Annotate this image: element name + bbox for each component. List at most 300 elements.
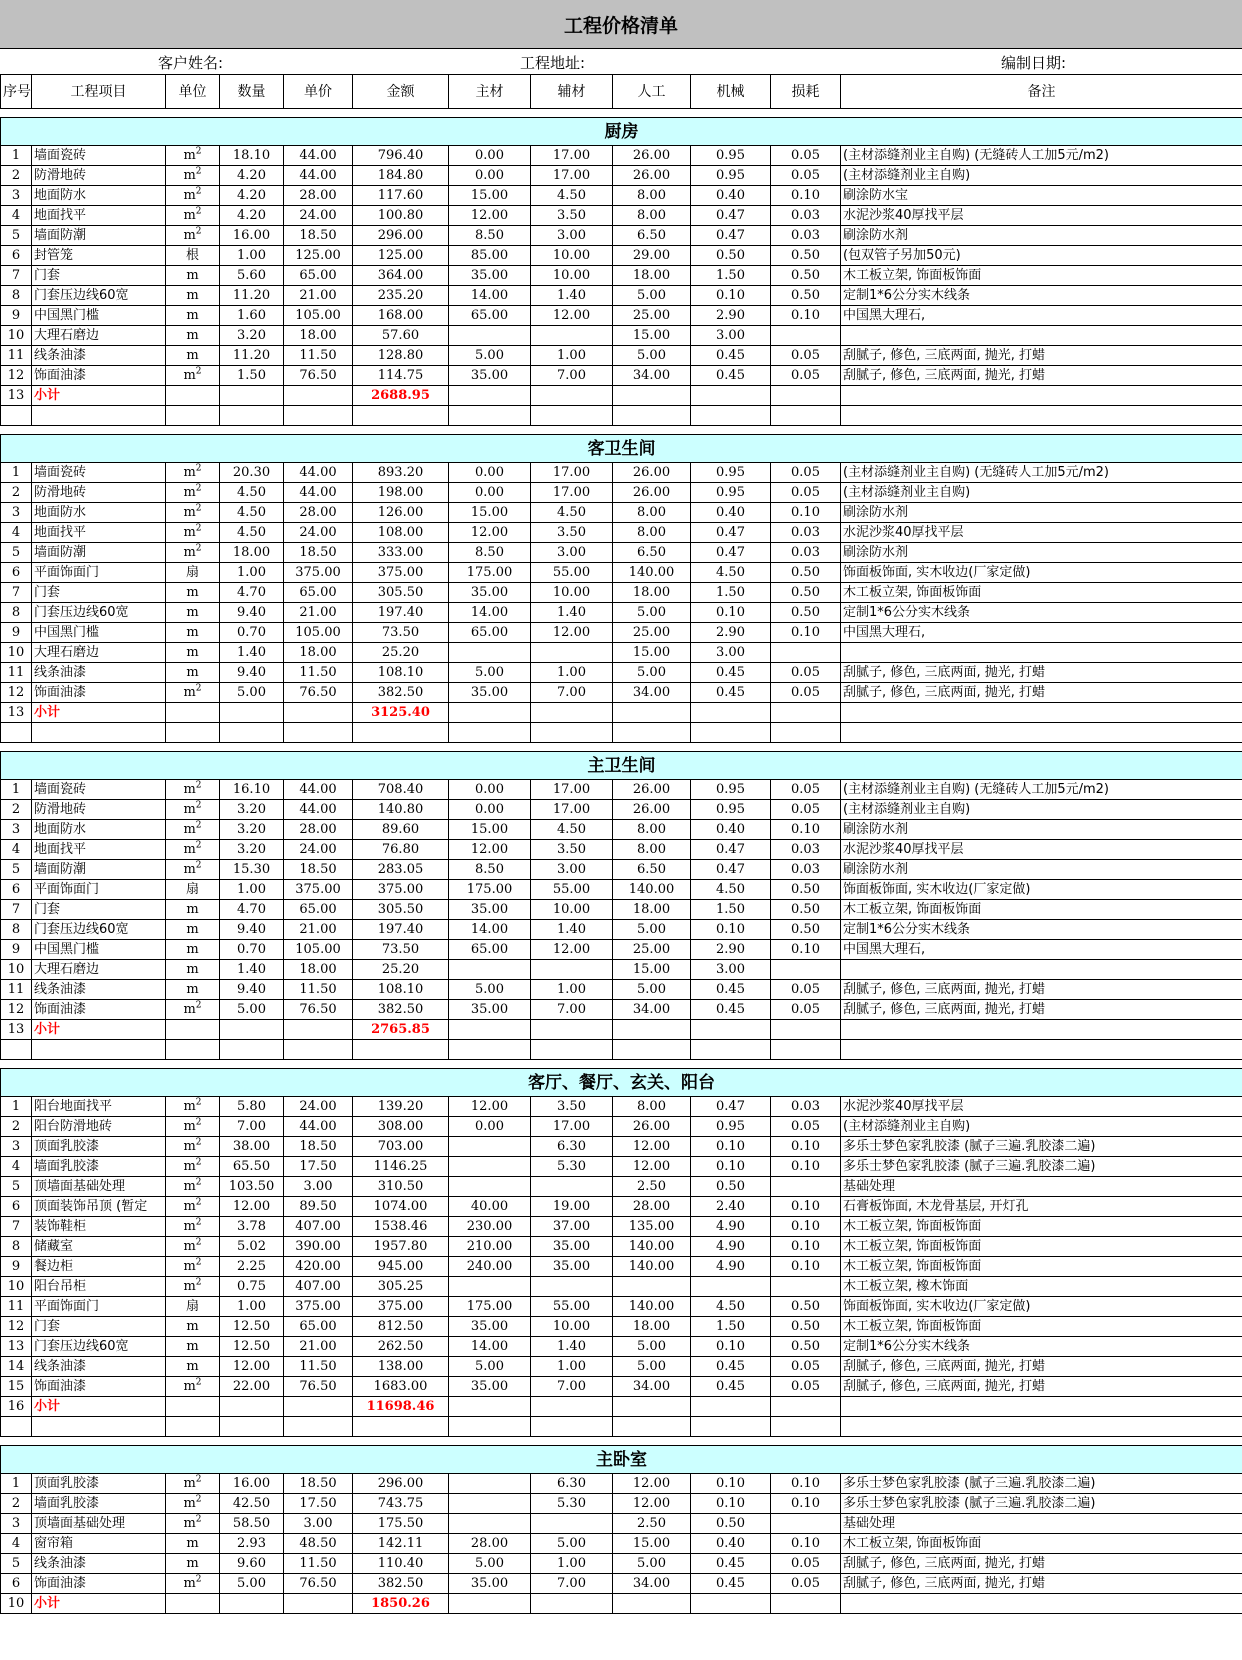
row-no-cell[interactable]: 3	[1, 820, 32, 840]
item-name-cell[interactable]: 地面找平	[32, 523, 166, 543]
aux-material-cell[interactable]: 17.00	[531, 800, 613, 820]
remarks-cell[interactable]: (包双管子另加50元)	[841, 246, 1242, 266]
quantity-cell[interactable]: 22.00	[220, 1377, 284, 1397]
unit-cell[interactable]: $m^2$	[166, 146, 220, 166]
gap-cell[interactable]	[166, 743, 220, 752]
remarks-cell[interactable]: 基础处理	[841, 1177, 1242, 1197]
amount-cell[interactable]: 375.00	[353, 563, 449, 583]
aux-material-cell[interactable]: 12.00	[531, 306, 613, 326]
unit-cell[interactable]: $m^2$	[166, 1197, 220, 1217]
quantity-cell[interactable]: 2.93	[220, 1534, 284, 1554]
gap-cell[interactable]	[613, 1437, 691, 1446]
gap-cell[interactable]	[32, 743, 166, 752]
gap-cell[interactable]	[613, 426, 691, 435]
loss-cell[interactable]	[771, 703, 841, 723]
item-name-cell[interactable]: 线条油漆	[32, 1357, 166, 1377]
loss-cell[interactable]: 0.10	[771, 1137, 841, 1157]
unit-price-cell[interactable]: 11.50	[284, 1554, 353, 1574]
aux-material-cell[interactable]: 17.00	[531, 463, 613, 483]
item-name-cell[interactable]: 顶面乳胶漆	[32, 1137, 166, 1157]
row-no-cell[interactable]: 3	[1, 1514, 32, 1534]
aux-material-cell[interactable]: 5.30	[531, 1494, 613, 1514]
aux-material-cell[interactable]: 17.00	[531, 483, 613, 503]
labor-cell[interactable]: 6.50	[613, 543, 691, 563]
main-material-cell[interactable]: 35.00	[449, 1377, 531, 1397]
unit-price-cell[interactable]: 44.00	[284, 463, 353, 483]
loss-cell[interactable]	[771, 643, 841, 663]
gap-cell[interactable]	[353, 426, 449, 435]
aux-material-cell[interactable]	[531, 1020, 613, 1040]
item-name-cell[interactable]: 地面防水	[32, 503, 166, 523]
main-material-cell[interactable]: 0.00	[449, 166, 531, 186]
item-name-cell[interactable]: 防滑地砖	[32, 483, 166, 503]
machinery-cell[interactable]: 0.45	[691, 1000, 771, 1020]
labor-cell[interactable]: 140.00	[613, 1297, 691, 1317]
unit-cell[interactable]: $m^2$	[166, 1257, 220, 1277]
main-material-cell[interactable]: 35.00	[449, 1000, 531, 1020]
main-material-cell[interactable]	[449, 1277, 531, 1297]
row-no-cell[interactable]: 8	[1, 920, 32, 940]
item-name-cell[interactable]: 线条油漆	[32, 663, 166, 683]
loss-cell[interactable]	[771, 960, 841, 980]
labor-cell[interactable]: 18.00	[613, 900, 691, 920]
unit-price-cell[interactable]: 18.50	[284, 1474, 353, 1494]
item-name-cell[interactable]: 地面防水	[32, 820, 166, 840]
amount-cell[interactable]: 175.50	[353, 1514, 449, 1534]
amount-cell[interactable]: 138.00	[353, 1357, 449, 1377]
quantity-cell[interactable]: 1.40	[220, 643, 284, 663]
item-name-cell[interactable]: 小计	[32, 1020, 166, 1040]
row-no-cell[interactable]: 1	[1, 1097, 32, 1117]
remarks-cell[interactable]: 刮腻子, 修色, 三底两面, 抛光, 打蜡	[841, 980, 1242, 1000]
row-no-cell[interactable]: 11	[1, 980, 32, 1000]
unit-cell[interactable]: $m^2$	[166, 1117, 220, 1137]
amount-cell[interactable]: 126.00	[353, 503, 449, 523]
main-material-cell[interactable]	[449, 1514, 531, 1534]
quantity-cell[interactable]: 2.25	[220, 1257, 284, 1277]
main-material-cell[interactable]: 15.00	[449, 503, 531, 523]
aux-material-cell[interactable]: 12.00	[531, 623, 613, 643]
gap-cell[interactable]	[449, 1060, 531, 1069]
main-material-cell[interactable]: 65.00	[449, 306, 531, 326]
machinery-cell[interactable]: 0.40	[691, 1534, 771, 1554]
loss-cell[interactable]: 0.05	[771, 346, 841, 366]
unit-cell[interactable]: 扇	[166, 1297, 220, 1317]
empty-cell[interactable]	[220, 406, 284, 426]
main-material-cell[interactable]: 8.50	[449, 543, 531, 563]
empty-cell[interactable]	[691, 1417, 771, 1437]
aux-material-cell[interactable]	[531, 960, 613, 980]
row-no-cell[interactable]: 6	[1, 1197, 32, 1217]
unit-cell[interactable]: m	[166, 346, 220, 366]
main-material-cell[interactable]: 5.00	[449, 1554, 531, 1574]
quantity-cell[interactable]: 4.20	[220, 186, 284, 206]
amount-cell[interactable]: 114.75	[353, 366, 449, 386]
loss-cell[interactable]: 0.50	[771, 266, 841, 286]
loss-cell[interactable]: 0.03	[771, 206, 841, 226]
item-name-cell[interactable]: 中国黑门槛	[32, 306, 166, 326]
item-name-cell[interactable]: 线条油漆	[32, 1554, 166, 1574]
amount-cell[interactable]: 3125.40	[353, 703, 449, 723]
main-material-cell[interactable]	[449, 960, 531, 980]
main-material-cell[interactable]: 12.00	[449, 523, 531, 543]
aux-material-cell[interactable]: 35.00	[531, 1257, 613, 1277]
labor-cell[interactable]: 15.00	[613, 326, 691, 346]
machinery-cell[interactable]: 0.95	[691, 1117, 771, 1137]
main-material-cell[interactable]: 175.00	[449, 880, 531, 900]
row-no-cell[interactable]: 13	[1, 1020, 32, 1040]
labor-cell[interactable]: 12.00	[613, 1137, 691, 1157]
loss-cell[interactable]: 0.05	[771, 463, 841, 483]
quantity-cell[interactable]	[220, 1397, 284, 1417]
labor-cell[interactable]: 18.00	[613, 583, 691, 603]
quantity-cell[interactable]: 1.50	[220, 366, 284, 386]
unit-price-cell[interactable]: 48.50	[284, 1534, 353, 1554]
row-no-cell[interactable]: 10	[1, 1594, 32, 1614]
empty-cell[interactable]	[613, 1417, 691, 1437]
machinery-cell[interactable]: 0.95	[691, 146, 771, 166]
machinery-cell[interactable]: 0.50	[691, 1177, 771, 1197]
aux-material-cell[interactable]: 3.00	[531, 226, 613, 246]
row-no-cell[interactable]: 12	[1, 1000, 32, 1020]
main-material-cell[interactable]: 0.00	[449, 800, 531, 820]
row-no-cell[interactable]: 5	[1, 1554, 32, 1574]
machinery-cell[interactable]	[691, 386, 771, 406]
remarks-cell[interactable]: (主材添缝剂业主自购)	[841, 800, 1242, 820]
empty-cell[interactable]	[613, 1040, 691, 1060]
empty-cell[interactable]	[841, 406, 1242, 426]
main-material-cell[interactable]	[449, 703, 531, 723]
unit-price-cell[interactable]: 125.00	[284, 246, 353, 266]
amount-cell[interactable]: 197.40	[353, 603, 449, 623]
item-name-cell[interactable]: 墙面乳胶漆	[32, 1494, 166, 1514]
quantity-cell[interactable]: 9.40	[220, 980, 284, 1000]
amount-cell[interactable]: 1850.26	[353, 1594, 449, 1614]
amount-cell[interactable]: 184.80	[353, 166, 449, 186]
unit-price-cell[interactable]: 76.50	[284, 1574, 353, 1594]
remarks-cell[interactable]	[841, 386, 1242, 406]
row-no-cell[interactable]: 6	[1, 1574, 32, 1594]
gap-cell[interactable]	[691, 743, 771, 752]
labor-cell[interactable]: 18.00	[613, 1317, 691, 1337]
empty-cell[interactable]	[691, 1040, 771, 1060]
remarks-cell[interactable]: 定制1*6公分实木线条	[841, 1337, 1242, 1357]
remarks-cell[interactable]: 多乐士梦色家乳胶漆 (腻子三遍.乳胶漆二遍)	[841, 1474, 1242, 1494]
empty-cell[interactable]	[449, 1417, 531, 1437]
machinery-cell[interactable]: 2.40	[691, 1197, 771, 1217]
remarks-cell[interactable]: 木工板立架, 饰面板饰面	[841, 583, 1242, 603]
amount-cell[interactable]: 110.40	[353, 1554, 449, 1574]
labor-cell[interactable]: 8.00	[613, 186, 691, 206]
aux-material-cell[interactable]: 6.30	[531, 1137, 613, 1157]
unit-price-cell[interactable]: 11.50	[284, 1357, 353, 1377]
remarks-cell[interactable]	[841, 1397, 1242, 1417]
quantity-cell[interactable]: 20.30	[220, 463, 284, 483]
amount-cell[interactable]: 108.10	[353, 663, 449, 683]
unit-cell[interactable]	[166, 1594, 220, 1614]
machinery-cell[interactable]: 1.50	[691, 1317, 771, 1337]
empty-cell[interactable]	[284, 1417, 353, 1437]
machinery-cell[interactable]: 4.50	[691, 563, 771, 583]
header-labor[interactable]: 人工	[613, 75, 691, 109]
labor-cell[interactable]: 8.00	[613, 206, 691, 226]
loss-cell[interactable]: 0.10	[771, 940, 841, 960]
main-material-cell[interactable]: 35.00	[449, 1574, 531, 1594]
machinery-cell[interactable]: 0.10	[691, 603, 771, 623]
item-name-cell[interactable]: 墙面防潮	[32, 543, 166, 563]
unit-price-cell[interactable]: 44.00	[284, 780, 353, 800]
unit-cell[interactable]: $m^2$	[166, 523, 220, 543]
loss-cell[interactable]	[771, 386, 841, 406]
row-no-cell[interactable]: 10	[1, 326, 32, 346]
unit-price-cell[interactable]: 24.00	[284, 840, 353, 860]
main-material-cell[interactable]	[449, 326, 531, 346]
gap-cell[interactable]	[32, 426, 166, 435]
main-material-cell[interactable]: 35.00	[449, 900, 531, 920]
row-no-cell[interactable]: 8	[1, 603, 32, 623]
unit-price-cell[interactable]: 390.00	[284, 1237, 353, 1257]
unit-price-cell[interactable]: 11.50	[284, 980, 353, 1000]
gap-cell[interactable]	[284, 743, 353, 752]
aux-material-cell[interactable]	[531, 643, 613, 663]
machinery-cell[interactable]: 0.50	[691, 246, 771, 266]
item-name-cell[interactable]: 阳台吊柜	[32, 1277, 166, 1297]
remarks-cell[interactable]: 刮腻子, 修色, 三底两面, 抛光, 打蜡	[841, 683, 1242, 703]
remarks-cell[interactable]: 木工板立架, 饰面板饰面	[841, 1237, 1242, 1257]
amount-cell[interactable]: 108.00	[353, 523, 449, 543]
remarks-cell[interactable]: (主材添缝剂业主自购) (无缝砖人工加5元/m2)	[841, 146, 1242, 166]
remarks-cell[interactable]	[841, 703, 1242, 723]
empty-cell[interactable]	[166, 1040, 220, 1060]
labor-cell[interactable]: 5.00	[613, 346, 691, 366]
remarks-cell[interactable]: 多乐士梦色家乳胶漆 (腻子三遍.乳胶漆二遍)	[841, 1137, 1242, 1157]
machinery-cell[interactable]: 1.50	[691, 583, 771, 603]
unit-cell[interactable]: $m^2$	[166, 1137, 220, 1157]
aux-material-cell[interactable]	[531, 703, 613, 723]
item-name-cell[interactable]: 大理石磨边	[32, 643, 166, 663]
row-no-cell[interactable]: 11	[1, 1297, 32, 1317]
empty-cell[interactable]	[771, 1417, 841, 1437]
aux-material-cell[interactable]: 3.00	[531, 860, 613, 880]
aux-material-cell[interactable]	[531, 1277, 613, 1297]
machinery-cell[interactable]: 0.40	[691, 820, 771, 840]
aux-material-cell[interactable]: 3.50	[531, 1097, 613, 1117]
aux-material-cell[interactable]	[531, 1594, 613, 1614]
gap-cell[interactable]	[449, 109, 531, 118]
quantity-cell[interactable]: 103.50	[220, 1177, 284, 1197]
amount-cell[interactable]: 945.00	[353, 1257, 449, 1277]
unit-price-cell[interactable]: 65.00	[284, 1317, 353, 1337]
machinery-cell[interactable]: 0.45	[691, 663, 771, 683]
machinery-cell[interactable]: 0.10	[691, 920, 771, 940]
machinery-cell[interactable]: 0.40	[691, 503, 771, 523]
labor-cell[interactable]: 15.00	[613, 960, 691, 980]
machinery-cell[interactable]: 0.10	[691, 286, 771, 306]
main-material-cell[interactable]: 40.00	[449, 1197, 531, 1217]
unit-cell[interactable]: $m^2$	[166, 800, 220, 820]
aux-material-cell[interactable]: 12.00	[531, 940, 613, 960]
unit-price-cell[interactable]: 3.00	[284, 1514, 353, 1534]
gap-cell[interactable]	[220, 1060, 284, 1069]
unit-cell[interactable]: m	[166, 603, 220, 623]
loss-cell[interactable]: 0.10	[771, 186, 841, 206]
machinery-cell[interactable]: 0.10	[691, 1474, 771, 1494]
item-name-cell[interactable]: 门套	[32, 266, 166, 286]
amount-cell[interactable]: 11698.46	[353, 1397, 449, 1417]
loss-cell[interactable]: 0.10	[771, 1197, 841, 1217]
empty-cell[interactable]	[1, 723, 32, 743]
item-name-cell[interactable]: 门套压边线60宽	[32, 1337, 166, 1357]
item-name-cell[interactable]: 门套压边线60宽	[32, 286, 166, 306]
amount-cell[interactable]: 1957.80	[353, 1237, 449, 1257]
item-name-cell[interactable]: 墙面瓷砖	[32, 146, 166, 166]
amount-cell[interactable]: 125.00	[353, 246, 449, 266]
empty-cell[interactable]	[771, 723, 841, 743]
unit-price-cell[interactable]: 18.50	[284, 543, 353, 563]
unit-cell[interactable]: $m^2$	[166, 186, 220, 206]
amount-cell[interactable]: 305.50	[353, 900, 449, 920]
row-no-cell[interactable]: 7	[1, 1217, 32, 1237]
gap-cell[interactable]	[771, 109, 841, 118]
aux-material-cell[interactable]	[531, 1177, 613, 1197]
row-no-cell[interactable]: 2	[1, 483, 32, 503]
loss-cell[interactable]: 0.10	[771, 306, 841, 326]
gap-cell[interactable]	[771, 1437, 841, 1446]
empty-cell[interactable]	[353, 1040, 449, 1060]
unit-price-cell[interactable]	[284, 386, 353, 406]
remarks-cell[interactable]: 刮腻子, 修色, 三底两面, 抛光, 打蜡	[841, 1574, 1242, 1594]
quantity-cell[interactable]: 12.00	[220, 1357, 284, 1377]
gap-cell[interactable]	[691, 426, 771, 435]
amount-cell[interactable]: 25.20	[353, 960, 449, 980]
machinery-cell[interactable]: 0.47	[691, 206, 771, 226]
main-material-cell[interactable]: 35.00	[449, 583, 531, 603]
labor-cell[interactable]: 26.00	[613, 483, 691, 503]
unit-cell[interactable]	[166, 1020, 220, 1040]
unit-price-cell[interactable]: 76.50	[284, 1377, 353, 1397]
gap-cell[interactable]	[771, 743, 841, 752]
labor-cell[interactable]: 5.00	[613, 980, 691, 1000]
remarks-cell[interactable]	[841, 326, 1242, 346]
unit-cell[interactable]: $m^2$	[166, 1277, 220, 1297]
machinery-cell[interactable]: 0.47	[691, 1097, 771, 1117]
remarks-cell[interactable]: 木工板立架, 橡木饰面	[841, 1277, 1242, 1297]
machinery-cell[interactable]: 0.47	[691, 523, 771, 543]
labor-cell[interactable]: 140.00	[613, 563, 691, 583]
remarks-cell[interactable]: 木工板立架, 饰面板饰面	[841, 1534, 1242, 1554]
gap-cell[interactable]	[841, 426, 1242, 435]
aux-material-cell[interactable]: 17.00	[531, 780, 613, 800]
aux-material-cell[interactable]: 7.00	[531, 1000, 613, 1020]
unit-price-cell[interactable]: 28.00	[284, 503, 353, 523]
aux-material-cell[interactable]: 3.00	[531, 543, 613, 563]
row-no-cell[interactable]: 3	[1, 1137, 32, 1157]
item-name-cell[interactable]: 阳台地面找平	[32, 1097, 166, 1117]
amount-cell[interactable]: 25.20	[353, 643, 449, 663]
empty-cell[interactable]	[841, 1417, 1242, 1437]
machinery-cell[interactable]: 4.90	[691, 1217, 771, 1237]
row-no-cell[interactable]: 8	[1, 1237, 32, 1257]
unit-price-cell[interactable]	[284, 703, 353, 723]
unit-cell[interactable]: m	[166, 326, 220, 346]
machinery-cell[interactable]: 4.90	[691, 1237, 771, 1257]
gap-cell[interactable]	[220, 743, 284, 752]
header-amount[interactable]: 金额	[353, 75, 449, 109]
empty-cell[interactable]	[32, 723, 166, 743]
remarks-cell[interactable]	[841, 960, 1242, 980]
quantity-cell[interactable]: 1.00	[220, 1297, 284, 1317]
gap-cell[interactable]	[841, 109, 1242, 118]
unit-cell[interactable]: 扇	[166, 563, 220, 583]
empty-cell[interactable]	[32, 1040, 166, 1060]
remarks-cell[interactable]: 定制1*6公分实木线条	[841, 920, 1242, 940]
unit-cell[interactable]: m	[166, 900, 220, 920]
main-material-cell[interactable]	[449, 1137, 531, 1157]
loss-cell[interactable]: 0.05	[771, 683, 841, 703]
labor-cell[interactable]: 26.00	[613, 146, 691, 166]
row-no-cell[interactable]: 2	[1, 1117, 32, 1137]
labor-cell[interactable]: 34.00	[613, 1000, 691, 1020]
aux-material-cell[interactable]: 17.00	[531, 1117, 613, 1137]
amount-cell[interactable]: 73.50	[353, 623, 449, 643]
loss-cell[interactable]: 0.03	[771, 860, 841, 880]
amount-cell[interactable]: 283.05	[353, 860, 449, 880]
amount-cell[interactable]: 703.00	[353, 1137, 449, 1157]
main-material-cell[interactable]: 240.00	[449, 1257, 531, 1277]
gap-cell[interactable]	[1, 426, 32, 435]
loss-cell[interactable]: 0.05	[771, 1117, 841, 1137]
unit-cell[interactable]: m	[166, 286, 220, 306]
unit-cell[interactable]: $m^2$	[166, 683, 220, 703]
amount-cell[interactable]: 1683.00	[353, 1377, 449, 1397]
unit-price-cell[interactable]: 105.00	[284, 306, 353, 326]
item-name-cell[interactable]: 防滑地砖	[32, 166, 166, 186]
unit-price-cell[interactable]: 76.50	[284, 366, 353, 386]
amount-cell[interactable]: 117.60	[353, 186, 449, 206]
gap-cell[interactable]	[449, 743, 531, 752]
main-material-cell[interactable]: 35.00	[449, 1317, 531, 1337]
unit-price-cell[interactable]: 18.50	[284, 860, 353, 880]
aux-material-cell[interactable]: 1.40	[531, 286, 613, 306]
aux-material-cell[interactable]: 1.00	[531, 1554, 613, 1574]
loss-cell[interactable]: 0.50	[771, 1317, 841, 1337]
loss-cell[interactable]: 0.10	[771, 1257, 841, 1277]
machinery-cell[interactable]	[691, 1397, 771, 1417]
main-material-cell[interactable]: 15.00	[449, 820, 531, 840]
gap-cell[interactable]	[613, 109, 691, 118]
machinery-cell[interactable]: 1.50	[691, 266, 771, 286]
unit-cell[interactable]: $m^2$	[166, 1157, 220, 1177]
main-material-cell[interactable]: 35.00	[449, 683, 531, 703]
main-material-cell[interactable]	[449, 1020, 531, 1040]
quantity-cell[interactable]: 9.60	[220, 1554, 284, 1574]
machinery-cell[interactable]: 0.10	[691, 1337, 771, 1357]
unit-cell[interactable]: $m^2$	[166, 1237, 220, 1257]
loss-cell[interactable]	[771, 1277, 841, 1297]
main-material-cell[interactable]: 0.00	[449, 146, 531, 166]
amount-cell[interactable]: 382.50	[353, 1000, 449, 1020]
item-name-cell[interactable]: 封管笼	[32, 246, 166, 266]
empty-cell[interactable]	[531, 1417, 613, 1437]
unit-cell[interactable]: m	[166, 1317, 220, 1337]
aux-material-cell[interactable]: 55.00	[531, 1297, 613, 1317]
main-material-cell[interactable]: 14.00	[449, 1337, 531, 1357]
machinery-cell[interactable]: 2.90	[691, 306, 771, 326]
machinery-cell[interactable]: 0.95	[691, 166, 771, 186]
gap-cell[interactable]	[771, 426, 841, 435]
amount-cell[interactable]: 76.80	[353, 840, 449, 860]
remarks-cell[interactable]: 中国黑大理石,	[841, 940, 1242, 960]
